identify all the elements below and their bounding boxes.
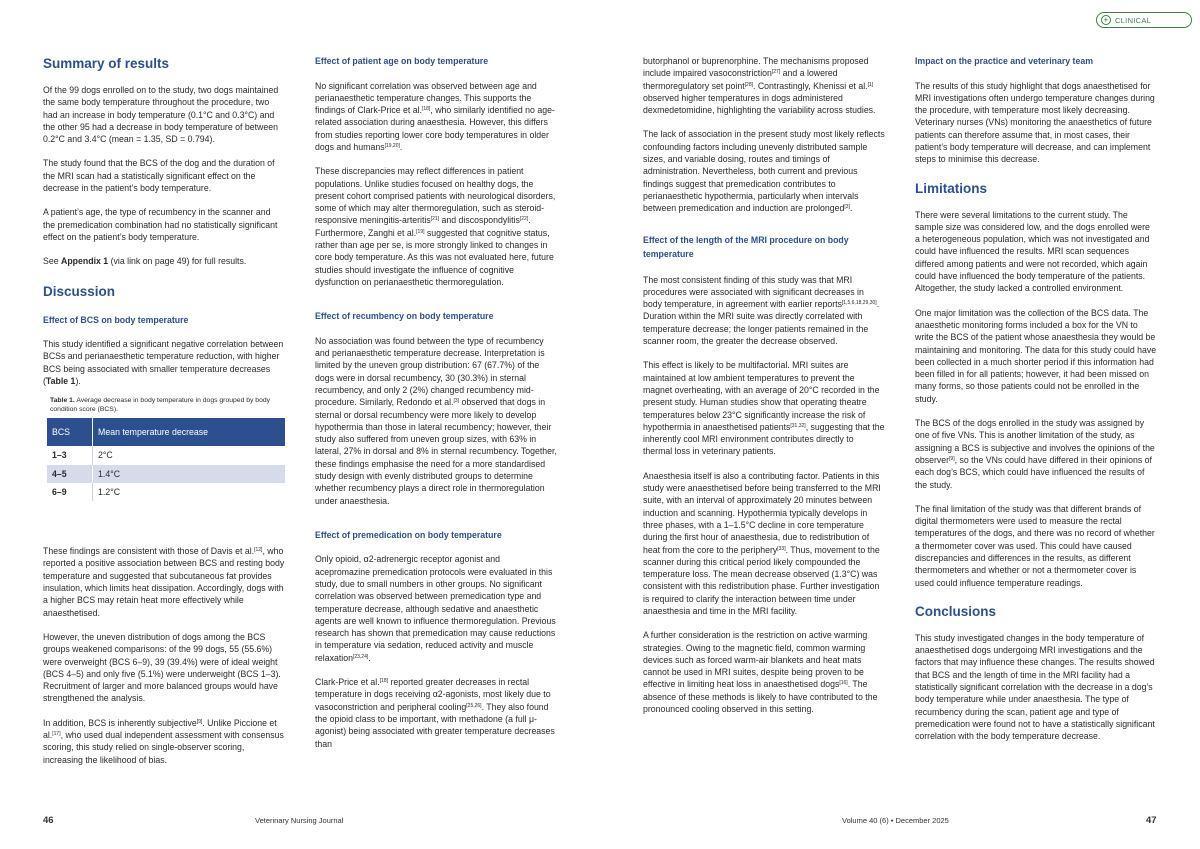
appendix-note: See Appendix 1 (via link on page 49) for full results. [43, 256, 247, 267]
column-4 [915, 55, 1157, 755]
summary-heading: Summary of results [43, 56, 170, 71]
limitations-heading: Limitations [915, 180, 988, 196]
recumbency-paragraph: No association was found between the type of recumbency and perianaesthetic temperature decrease. Interpretation is limited by the uneven group distribution: 67 (67.7%) of the dogs were in dorsal recumbency, 30 (30.3%) in sternal recumbency, and only 2 (2%) changed recumbency mid-procedure. Similarly, Redondo et al.[3] observed that dogs in sternal or dorsal recumbency were more likely to develop hypothermia than those in lateral recumbency; however, their study also suffered from uneven group sizes, with 63% in lateral, 27% in dorsal and 8% in sternal recumbency. Together, these findings emphasise the need for a more standardised study design with evenly distributed groups to determine whether recumbency plays a direct role in thermoregulation under anaesthesia. [315, 335, 557, 506]
conclusions-paragraph: This study investigated changes in the body temperature of anaesthetised dogs undergoing MRI investigations and the factors that may influence these changes. The results showed that BCS and the length of time in the MRI facility had a statistically significant correlation with the decrease in a dog’s body temperature while under anaesthesia. The type of recumbency during the scan, patient age and type of premedication were found not to have a statistically significant correlation with the body temperature decrease. [915, 632, 1155, 742]
uneven-distribution-paragraph: However, the uneven distribution of dogs among the BCS groups weakened comparisons: of the 99 dogs, 55 (55.6%) were overweight (BCS 6–9), 39 (39.4%) were of ideal weight (BCS 4–5) and only five (5.1%) were underweight (BCS 1–3). Recruitment of larger and more balanced groups would have strengthened the analysis. [43, 631, 281, 704]
mri-paragraph-3: Anaesthesia itself is also a contributing factor. Patients in this study were anaesthetised before being transferred to the MRI suite, with an interval of approximately 20 minutes between induction and scanning. Hypothermia typically develops in three phases, with a 1–1.5°C decline in core temperature during the first hour of anaesthesia, due to redistribution of heat from the core to the periphery[33]. Thus, movement to the scanner during this critical period likely compounded the temperature loss. The mean decrease observed (1.3°C) was consistent with this redistribution phase. Further investigation is required to clarify the interaction between time under anaesthesia and time in the MRI facility. [643, 470, 881, 616]
issue-info: Volume 40 (6) • December 2025 [842, 816, 949, 825]
table-caption: Table 1. Average decrease in body temperature in dogs grouped by body condition score (BCS). [50, 397, 271, 414]
davis-paragraph: These findings are consistent with those of Davis et al.[12], who reported a positive association between BCS and resting body temperature and suggested that subcutaneous fat provides insulation, which limits heat dissipation. Accordingly, dogs with a higher BCS may retain heat more effectively while anaesthetised. [43, 546, 285, 618]
limitations-paragraph-3: The BCS of the dogs enrolled in the study was assigned by one of five VNs. This is another limitation of the study, as assigning a BCS is subjective and involves the opinions of the observer[9], so the VNs could have differed in their opinions of each dog’s BCS, which could have influenced the results of the study. [915, 418, 1155, 490]
age-heading: Effect of patient age on body temperature [315, 56, 489, 66]
premedication-paragraph-2: Clark-Price et al.[18] reported greater decreases in rectal temperature in dogs receiving α2-agonists, most likely due to vasoconstriction and peripheral cooling[25,26]. They also found the opioid class to be important, with methadone (a full μ-agonist) being associated with greater temperature decreases than [315, 677, 555, 749]
impact-paragraph: The results of this study highlight that dogs anaesthetised for MRI investigations often undergo temperature changes during the procedure, with temperature most likely decreasing. Veterinary nurses (VNs) monitoring the anaesthetics of future patients can therefore assume that, in most cases, their patient’s body temperature will decrease, and can implement steps to minimise this decrease. [915, 80, 1155, 165]
bcs-heading: Effect of BCS on body temperature [43, 314, 189, 325]
section-badge-label: CLINICAL [1115, 15, 1152, 25]
mri-length-heading: Effect of the length of the MRI procedure on body temperature [643, 234, 849, 260]
mri-paragraph-4: A further consideration is the restriction on active warming strategies. Owing to the magnetic field, common warming devices such as forced warm-air blankets and heat mats cannot be used in MRI suites, despite being proven to be effective in limiting heat loss in anaesthetised dogs[16]. The absence of these methods is likely to have contributed to the pronounced cooling observed in this setting. [643, 630, 878, 715]
premedication-paragraph-1: Only opioid, α2-adrenergic receptor agonist and acepromazine premedication protocols were evaluated in this study, due to small numbers in other groups. No significant correlation was observed between premedication type and temperature decrease, although sedative and anaesthetic agents are well known to influence thermoregulation. Previous research has shown that premedication may cause reductions in temperature via sedation, reduced activity and muscle relaxation[23,24]. [315, 554, 556, 663]
bcs-paragraph-1: This study identified a significant negative correlation between BCSs and perianaesthetic temperature reduction, with higher BCS being associated with smaller temperature decreases (Table 1). [43, 339, 284, 386]
column-2 [315, 55, 557, 762]
summary-paragraph-2: The study found that the BCS of the dog and the duration of the MRI scan had a statistically significant effect on the decrease in the patient’s body temperature. [43, 158, 275, 194]
impact-heading: Impact on the practice and veterinary team [915, 56, 1093, 66]
table-header-bcs: BCS [47, 418, 93, 446]
table-row: 1–3 2°C [47, 446, 285, 464]
plus-circle-icon: + [1101, 15, 1111, 25]
limitations-paragraph-1: There were several limitations to the current study. The sample size was considered low, and the dogs enrolled were a heterogeneous population, which was not investigated and could have influenced the results. MRI scan sequences differed among patients and were not recorded, which again could have influenced the body temperature of the patients. Altogether, the study lacked a controlled environment. [915, 209, 1150, 294]
opioid-paragraph: butorphanol or buprenorphine. The mechanisms proposed include impaired vasoconstriction[27] and a lowered thermoregulatory set point[28]. Contrastingly, Khenissi et al.[1] observed higher temperatures in dogs administered dexmedetomidine, highlighting the variability across studies. [643, 56, 876, 116]
table-header-decrease: Mean temperature decrease [93, 418, 285, 446]
limitations-paragraph-4: The final limitation of the study was that different brands of digital thermometers were used to measure the rectal temperatures of the dogs, and there was no record of whether a thermometer cover was used. This could have caused discrepancies and differences in the results, as different thermometers and whether or not a thermometer cover is used could influence temperature readings. [915, 503, 1155, 588]
page-number-right: 47 [1146, 815, 1157, 826]
mri-paragraph-1: The most consistent finding of this study was that MRI procedures were associated with significant decreases in body temperature, in agreement with earlier reports[1,5,6,18,29,30]. Duration within the MRI suite was directly correlated with temperature decrease; the longer patients remained in the scanner room, the greater the decrease observed. [643, 274, 880, 347]
premedication-heading: Effect of premedication on body temperature [315, 529, 502, 540]
age-paragraph-2: These discrepancies may reflect differences in patient populations. Unlike studies focused on healthy dogs, the present cohort comprised patients with neurological disorders, some of which may alter thermoregulation, such as steroid-responsive meningitis-arteritis[21] and discospondylitis[22]. Furthermore, Zanghi et al.[19] suggested that cognitive status, rather than age per se, is more strongly linked to changes in core body temperature. As this was not evaluated here, future studies should investigate the influence of cognitive dysfunction on perianaesthetic thermoregulation. [315, 166, 556, 287]
conclusions-heading: Conclusions [915, 603, 997, 619]
recumbency-heading: Effect of recumbency on body temperature [315, 311, 494, 322]
column-1 [43, 56, 285, 778]
bcs-table [47, 418, 285, 501]
discussion-heading: Discussion [43, 283, 116, 299]
summary-paragraph-3: A patient’s age, the type of recumbency in the scanner and the premedication combination had no statistically significant effect on the patient’s body temperature. [43, 207, 278, 242]
column-3 [643, 55, 885, 727]
journal-name: Veterinary Nursing Journal [255, 816, 344, 825]
appendix-link: Appendix 1 [61, 256, 109, 267]
confounding-paragraph: The lack of association in the present study most likely reflects confounding factors including unevenly distributed sample sizes, and variable dosing, routes and timings of administration. Nevertheless, both current and previous findings suggest that premedication contributes to perianaesthetic hypothermia, particularly when intervals between premedication and induction are prolonged[3]. [643, 129, 885, 214]
subjectivity-paragraph: In addition, BCS is inherently subjective[9]. Unlike Piccione et al.[17], who used dual independent assessment with consensus scoring, this study relied on single-observer scoring, increasing the likelihood of bias. [43, 717, 284, 765]
mri-paragraph-2: This effect is likely to be multifactorial. MRI suites are maintained at low ambient temperatures to prevent the magnet overheating, with an average of 20°C recorded in the present study. Human studies show that operating theatre temperatures below 23°C significantly increase the risk of hypothermia in anaesthetised patients[31,32], suggesting that the inherently cool MRI environment contributes directly to thermal loss in veterinary patients. [643, 360, 885, 457]
section-badge [1096, 12, 1192, 28]
age-paragraph-1: No significant correlation was observed between age and perianaesthetic temperature changes. This supports the findings of Clark-Price et al.[18], who similarly identified no age-related association during anaesthesia. However, this differs from studies reporting lower core body temperatures in older dogs and humans[19,20]. [315, 80, 555, 152]
limitations-paragraph-2: One major limitation was the collection of the BCS data. The anaesthetic monitoring forms included a box for the VN to write the BCS of the patient whose anaesthesia they would be maintaining and monitoring. The data for this study could have been collected in a much shorter period if this information had been filled in for all patients; however, it had been missed on many forms, so those patients could not be enrolled in the study. [915, 307, 1157, 404]
table-row: 6–9 1.2°C [47, 483, 285, 501]
page-number-left: 46 [43, 815, 54, 826]
summary-paragraph-1: Of the 99 dogs enrolled on to the study, two dogs maintained the same body temperature throughout the procedure, two had an increase in body temperature (0.1°C and 0.3°C) and the other 95 had a decrease in body temperature of between 0.2°C and 3.4°C (mean = 1.35, SD = 0.794). [43, 85, 279, 145]
table-row: 4–5 1.4°C [47, 465, 285, 483]
